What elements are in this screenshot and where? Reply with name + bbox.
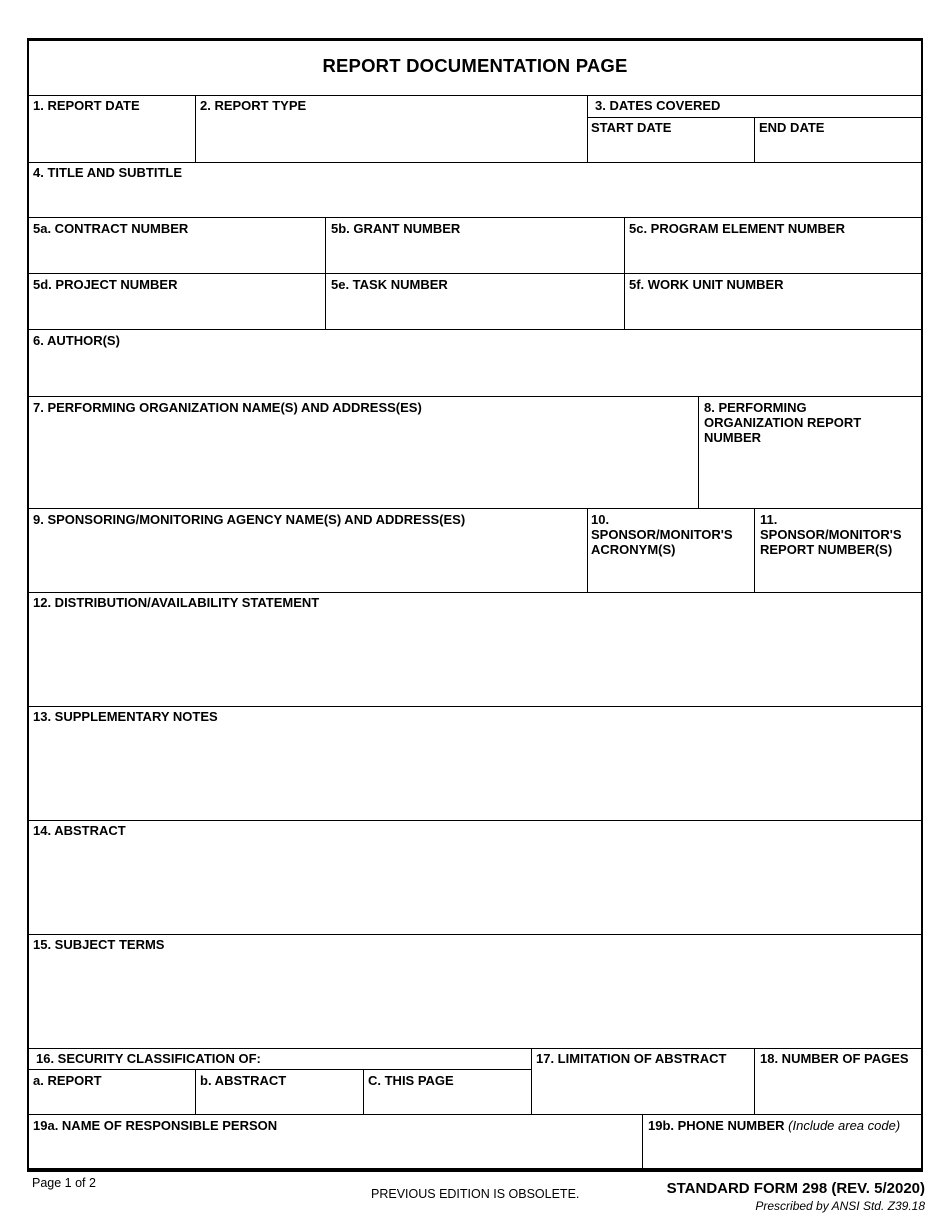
divider: [29, 1069, 531, 1070]
subject-terms-label: 15. SUBJECT TERMS: [33, 937, 165, 952]
divider: [531, 1048, 532, 1114]
divider: [29, 1114, 921, 1115]
divider: [29, 592, 921, 593]
contract-number-label: 5a. CONTRACT NUMBER: [33, 221, 189, 236]
sc-abstract-label: b. ABSTRACT: [200, 1073, 287, 1088]
phone-number-text: 19b. PHONE NUMBER: [648, 1118, 785, 1133]
divider: [698, 396, 699, 508]
form-title: REPORT DOCUMENTATION PAGE: [322, 55, 628, 76]
sponsor-report-numbers-label: 11. SPONSOR/MONITOR'S REPORT NUMBER(S): [760, 512, 902, 557]
number-of-pages-label: 18. NUMBER OF PAGES: [760, 1051, 909, 1066]
sc-this-page-label: C. THIS PAGE: [368, 1073, 454, 1088]
performing-org-label: 7. PERFORMING ORGANIZATION NAME(S) AND ADDRESS(ES): [33, 400, 422, 415]
program-element-number-label: 5c. PROGRAM ELEMENT NUMBER: [629, 221, 845, 236]
standard-form-id: STANDARD FORM 298 (REV. 5/2020): [666, 1180, 925, 1197]
sc-report-label: a. REPORT: [33, 1073, 102, 1088]
limitation-abstract-label: 17. LIMITATION OF ABSTRACT: [536, 1051, 727, 1066]
divider: [587, 508, 588, 592]
divider: [29, 508, 921, 509]
divider: [29, 329, 921, 330]
authors-label: 6. AUTHOR(S): [33, 333, 120, 348]
responsible-person-label: 19a. NAME OF RESPONSIBLE PERSON: [33, 1118, 278, 1133]
task-number-label: 5e. TASK NUMBER: [331, 277, 448, 292]
divider: [29, 273, 921, 274]
dates-covered-label: 3. DATES COVERED: [595, 98, 721, 113]
phone-number-label: [648, 1118, 900, 1133]
end-date-label: END DATE: [759, 120, 825, 135]
form-bottom-rule: [27, 1168, 923, 1172]
divider: [195, 1069, 196, 1114]
sponsoring-agency-label: 9. SPONSORING/MONITORING AGENCY NAME(S) AND ADDRESS(ES): [33, 512, 466, 527]
abstract-label: 14. ABSTRACT: [33, 823, 126, 838]
title-subtitle-label: 4. TITLE AND SUBTITLE: [33, 165, 183, 180]
divider: [754, 117, 755, 162]
grant-number-label: 5b. GRANT NUMBER: [331, 221, 461, 236]
sponsor-acronym-label: 10. SPONSOR/MONITOR'S ACRONYM(S): [591, 512, 733, 557]
divider: [29, 1048, 921, 1049]
page-number: Page 1 of 2: [32, 1176, 96, 1190]
divider: [325, 217, 326, 329]
work-unit-number-label: 5f. WORK UNIT NUMBER: [629, 277, 784, 292]
divider: [29, 95, 921, 96]
supplementary-notes-label: 13. SUPPLEMENTARY NOTES: [33, 709, 218, 724]
project-number-label: 5d. PROJECT NUMBER: [33, 277, 178, 292]
report-type-label: 2. REPORT TYPE: [200, 98, 307, 113]
divider: [754, 508, 755, 592]
start-date-label: START DATE: [591, 120, 672, 135]
report-date-label: 1. REPORT DATE: [33, 98, 140, 113]
divider: [29, 396, 921, 397]
divider: [195, 95, 196, 162]
divider: [624, 217, 625, 329]
divider: [754, 1048, 755, 1114]
divider: [363, 1069, 364, 1114]
divider: [29, 934, 921, 935]
previous-edition-note: PREVIOUS EDITION IS OBSOLETE.: [371, 1187, 580, 1201]
performing-org-report-label: 8. PERFORMING ORGANIZATION REPORT NUMBER: [704, 400, 862, 445]
phone-hint: (Include area code): [788, 1118, 901, 1133]
distribution-label: 12. DISTRIBUTION/AVAILABILITY STATEMENT: [33, 595, 320, 610]
divider: [587, 95, 588, 162]
divider: [642, 1114, 643, 1170]
security-classification-label: 16. SECURITY CLASSIFICATION OF:: [36, 1051, 261, 1066]
divider: [29, 820, 921, 821]
prescribed-note: Prescribed by ANSI Std. Z39.18: [755, 1199, 925, 1213]
divider: [29, 706, 921, 707]
divider: [29, 217, 921, 218]
divider: [29, 162, 921, 163]
